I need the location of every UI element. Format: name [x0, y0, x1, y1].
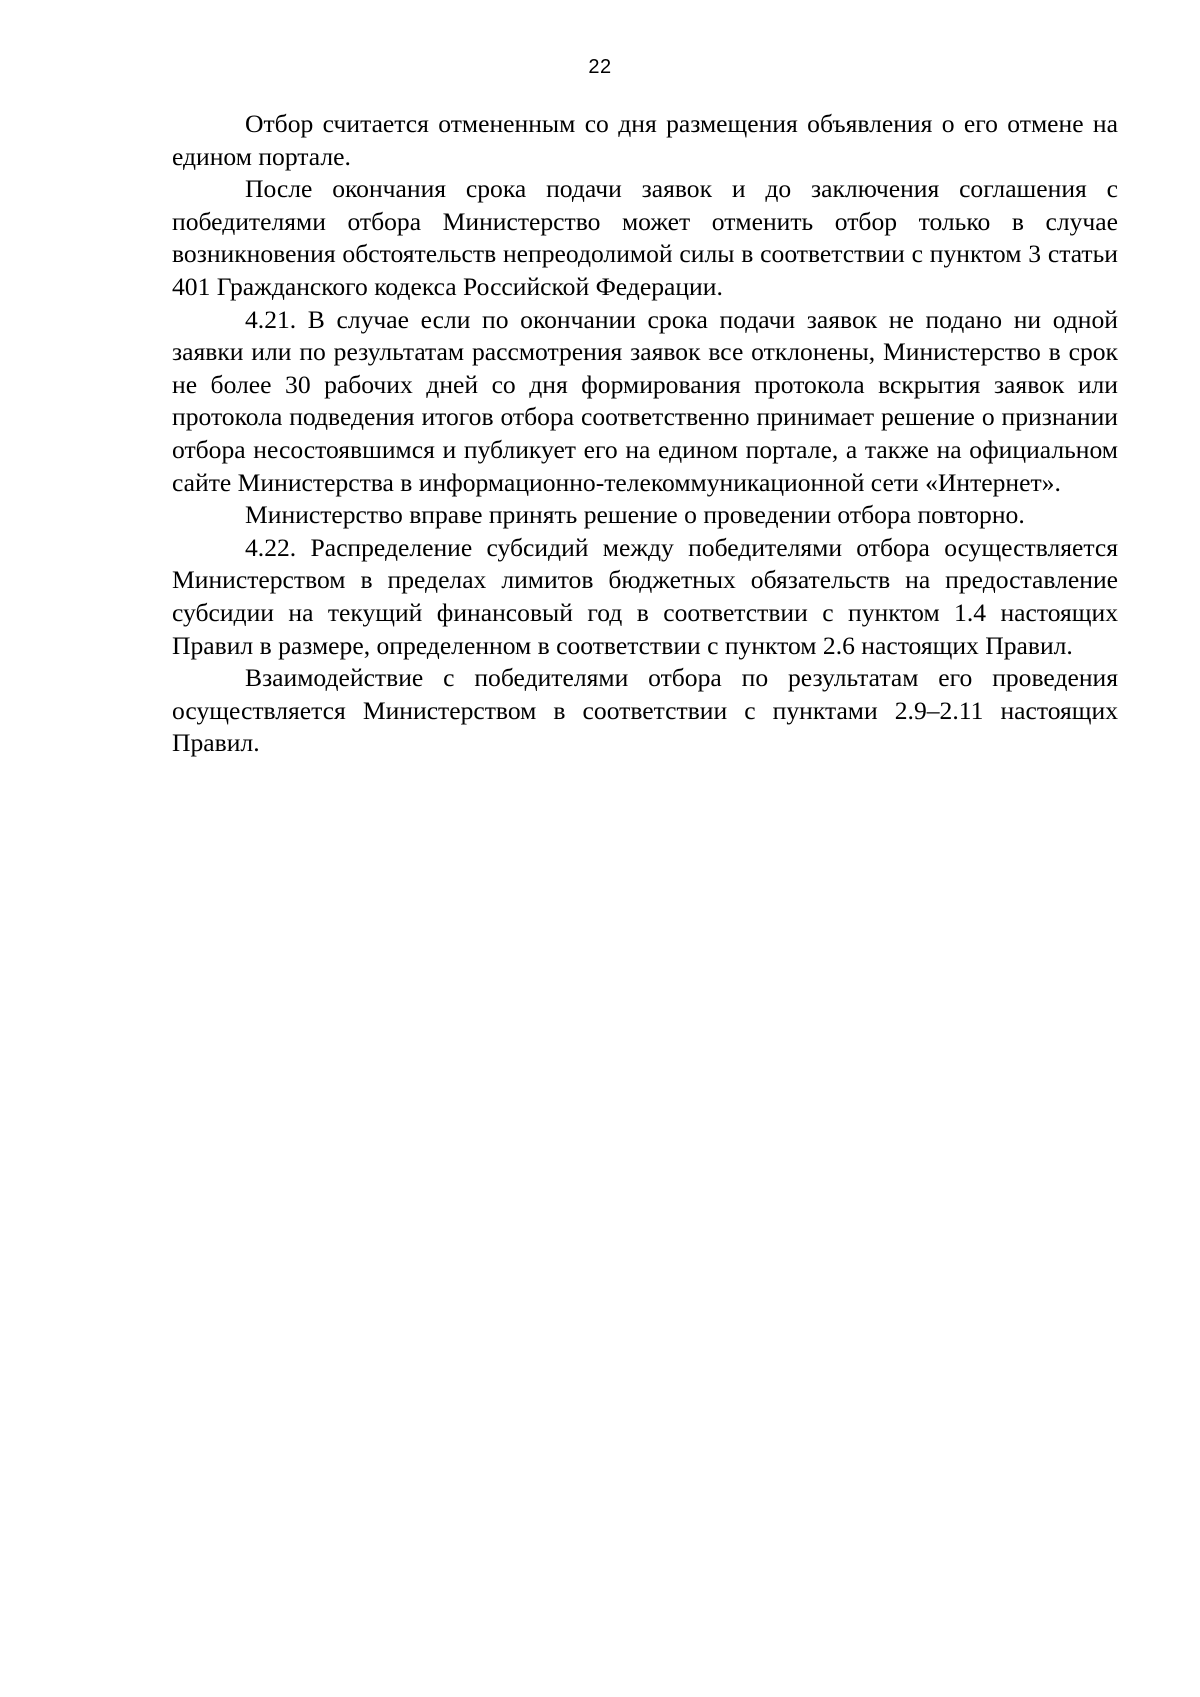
- paragraph-4-22: 4.22. Распределение субсидий между победителями отбора осуществляется Министерством в пределах лимитов бюджетных обязательств на предоставление субсидии на текущий финансовый год в соответствии с пунктом 1.4 настоящих Правил в размере, определенном в соответствии с пунктом 2.6 настоящих Правил.: [172, 532, 1118, 660]
- paragraph-selection-cancelled: Отбор считается отмененным со дня размещения объявления о его отмене на едином портале.: [172, 109, 1118, 171]
- paragraph-force-majeure: После окончания срока подачи заявок и до заключения соглашения с победителями отбора Министерство может отменить отбор только в случае возникновения обстоятельств непреодолимой силы в соответствии с пунктом 3 статьи 401 Гражданского кодекса Российской Федерации.: [172, 174, 1118, 301]
- paragraph-interaction-with-winners: Взаимодействие с победителями отбора по результатам его проведения осуществляется Министерством в соответствии с пунктами 2.9–2.11 настоящих Правил.: [172, 663, 1118, 758]
- paragraph-repeat-selection: Министерство вправе принять решение о проведении отбора повторно.: [245, 500, 1025, 530]
- document-body: [172, 108, 1118, 760]
- paragraph-4-21: 4.21. В случае если по окончании срока подачи заявок не подано ни одной заявки или по результатам рассмотрения заявок все отклонены, Министерство в срок не более 30 рабочих дней со дня формирования протокола вскрытия заявок или протокола подведения итогов отбора соответственно принимает решение о признании отбора несостоявшимся и публикует его на едином портале, а также на официальном сайте Министерства в информационно-телекоммуникационной сети «Интернет».: [172, 304, 1118, 497]
- page-number: 22: [588, 56, 612, 78]
